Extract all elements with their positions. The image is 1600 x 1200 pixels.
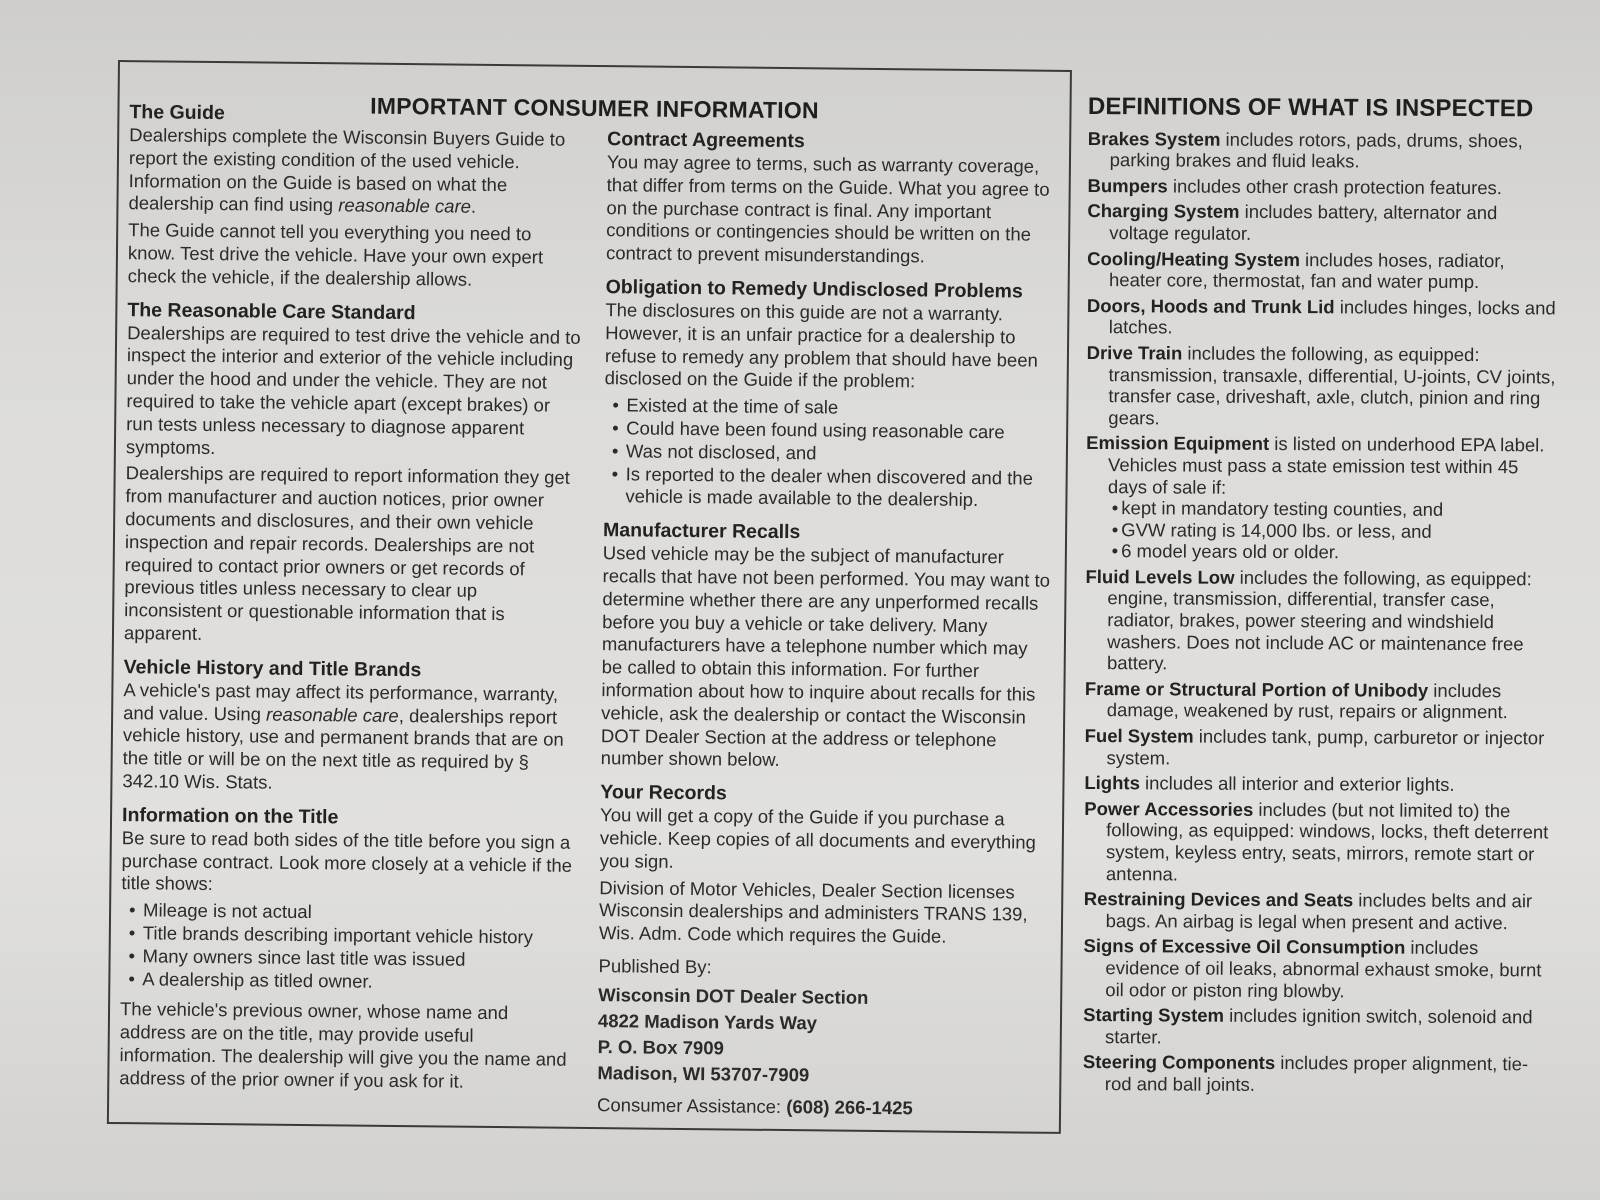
- definitions-column: [1082, 93, 1558, 1101]
- paragraph: The Guide cannot tell you everything you need to know. Test drive the vehicle. Have your own expert check the vehicle, if the dealership allows.: [127, 219, 544, 290]
- definition-item: Steering Components includes proper alignment, tie-rod and ball joints.: [1082, 1051, 1529, 1095]
- publisher-po-box: P. O. Box 7909: [597, 1035, 724, 1059]
- section-vehicle-history: [122, 655, 578, 798]
- definition-item: Cooling/Heating System includes hoses, radiator, heater core, thermostat, fan and water pump.: [1087, 247, 1505, 293]
- section-contract: [606, 127, 1055, 270]
- list-item: • 6 model years old or older.: [1112, 540, 1556, 564]
- section-heading: The Reasonable Care Standard: [127, 298, 416, 324]
- definition-item: Fluid Levels Low includes the following, as equipped: engine, transmission, differential, transfer case, radiator, brakes, power steering and windshield washers. Does not include AC or maintenance free battery.: [1085, 565, 1532, 674]
- section-reasonable-care: [124, 298, 583, 650]
- section-heading: The Guide: [129, 101, 225, 125]
- bullet-list: [603, 394, 1052, 513]
- paragraph: Used vehicle may be the subject of manufacturer recalls that have not been performed. You may want to determine whether there are any unperformed recalls before you buy a vehicle or take delivery. Many manufacturers have a telephone number which may be called to obtain this information. For further information about how to inquire about recalls for this vehicle, ask the dealership or contact the Wisconsin DOT Dealer Section at the address or telephone number shown below.: [600, 542, 1051, 771]
- section-title-info: [119, 803, 577, 1095]
- list-item: • Title brands describing important vehicle history: [143, 922, 576, 949]
- middle-column: [597, 127, 1055, 1131]
- section-guide: [128, 100, 585, 292]
- list-item: • Is reported to the dealer when discovered and the vehicle is made available to the dealership.: [625, 463, 1051, 513]
- definition-item: Emission Equipment is listed on underhood EPA label. Vehicles must pass a state emission test within 45 days of sale if: • kept in mandatory testing counties, and • GVW rating is 14,000 lbs. or less, and • 6 model years old or older.: [1086, 432, 1557, 564]
- section-records: [599, 780, 1049, 949]
- section-heading: Your Records: [600, 781, 727, 805]
- definition-item: Charging System includes battery, alternator and voltage regulator.: [1087, 200, 1498, 244]
- consumer-assistance-phone: (608) 266-1425: [786, 1095, 913, 1119]
- section-obligation: [603, 275, 1053, 513]
- definition-item: Bumpers includes other crash protection features.: [1087, 174, 1503, 198]
- paragraph: You may agree to terms, such as warranty coverage, that differ from terms on the Guide. What you agree to on the purchase contract is final. Any important conditions or contingencies should be written on the contract to prevent misunderstandings.: [605, 151, 1050, 267]
- definition-item: Signs of Excessive Oil Consumption includes evidence of oil leaks, abnormal exhaust smoke, burnt oil odor or piston ring blowby.: [1083, 935, 1542, 1001]
- section-heading: Manufacturer Recalls: [602, 519, 801, 544]
- definition-item: Doors, Hoods and Trunk Lid includes hinges, locks and latches.: [1086, 294, 1556, 338]
- publisher-street: 4822 Madison Yards Way: [597, 1009, 818, 1034]
- section-heading: Contract Agreements: [607, 128, 805, 153]
- list-item: • GVW rating is 14,000 lbs. or less, and: [1112, 519, 1556, 543]
- list-item: • Could have been found using reasonable care: [626, 417, 1052, 444]
- list-item: • A dealership as titled owner.: [142, 968, 575, 995]
- definition-item: Frame or Structural Portion of Unibody includes damage, weakened by rust, repairs or alignment.: [1084, 677, 1508, 723]
- definition-item: Restraining Devices and Seats includes belts and air bags. An airbag is legal when present and active.: [1083, 888, 1533, 933]
- paragraph: Be sure to read both sides of the title before you sign a purchase contract. Look more closely at a vehicle if the title shows:: [121, 826, 573, 895]
- list-item: • Many owners since last title was issued: [142, 945, 575, 972]
- left-column: [119, 100, 584, 1104]
- definition-item: Power Accessories includes (but not limited to) the following, as equipped: windows, locks, theft deterrent system, keyless entry, seats, mirrors, remote start or antenna.: [1084, 797, 1549, 885]
- list-item: • Existed at the time of sale: [626, 395, 1052, 422]
- publisher-name: Wisconsin DOT Dealer Section: [598, 983, 869, 1008]
- paragraph: Dealerships complete the Wisconsin Buyers Guide to report the existing condition of the used vehicle. Information on the Guide is based on what the dealership can find using reasonable care.: [128, 124, 566, 218]
- list-item: • Was not disclosed, and: [626, 440, 1052, 467]
- section-heading: Vehicle History and Title Brands: [123, 655, 422, 681]
- publisher-city: Madison, WI 53707-7909: [597, 1061, 810, 1085]
- paragraph: A vehicle's past may affect its performance, warranty, and value. Using reasonable care, dealerships report vehicle history, use and permanent brands that are on the title or will be on the next title as required by § 342.10 Wis. Stats.: [122, 678, 564, 793]
- bullet-list: [120, 899, 576, 995]
- consumer-assistance: Consumer Assistance: (608) 266-1425: [596, 1093, 913, 1119]
- section-recalls: [601, 518, 1052, 775]
- bullet-list: [1108, 497, 1556, 564]
- section-heading: Information on the Title: [121, 803, 339, 829]
- list-item: • kept in mandatory testing counties, and: [1112, 497, 1556, 521]
- paragraph: Dealerships are required to test drive the vehicle and to inspect the interior and exterior of the vehicle including under the hood and under the vehicle. They are not required to take the vehicle apart (except brakes) or run tests unless necessary to diagnose apparent symptoms.: [125, 321, 581, 458]
- published-by-label: Published By:: [598, 954, 712, 978]
- definition-item: Brakes System includes rotors, pads, drums, shoes, parking brakes and fluid leaks.: [1087, 127, 1523, 172]
- list-item: • Mileage is not actual: [143, 899, 576, 926]
- definition-item: Lights includes all interior and exterior lights.: [1084, 772, 1455, 796]
- paragraph: The vehicle's previous owner, whose name and address are on the title, may provide useful information. The dealership will give you the name and address of the prior owner if you ask for it.: [119, 998, 567, 1092]
- definition-item: Drive Train includes the following, as equipped: transmission, transaxle, differential, U-joints, CV joints, transfer case, driveshaft, axle, clutch, pinion and ring gears.: [1086, 341, 1556, 429]
- definition-item: Starting System includes ignition switch, solenoid and starter.: [1083, 1004, 1533, 1048]
- consumer-info-box: [107, 60, 1072, 1134]
- paragraph: The disclosures on this guide are not a warranty. However, it is an unfair practice for a dealership to refuse to remedy any problem that should have been disclosed on the Guide if the problem:: [604, 299, 1038, 392]
- published-by-block: [597, 955, 1047, 1121]
- section-heading: Obligation to Remedy Undisclosed Problems: [605, 276, 1023, 303]
- paragraph: Division of Motor Vehicles, Dealer Section licenses Wisconsin dealerships and administers TRANS 139, Wis. Adm. Code which requires the Guide.: [598, 876, 1028, 947]
- paragraph: Dealerships are required to report information they get from manufacturer and auction notices, prior owner documents and disclosures, and their own vehicle inspection and repair records. Dealerships are not required to contact prior owners or get records of previous titles unless necessary to clear up inconsistent or questionable information that is apparent.: [123, 462, 571, 644]
- definition-item: Fuel System includes tank, pump, carburetor or injector system.: [1084, 725, 1545, 769]
- definitions-heading: DEFINITIONS OF WHAT IS INSPECTED: [1087, 93, 1534, 123]
- box-title: IMPORTANT CONSUMER INFORMATION: [370, 92, 819, 124]
- paragraph: You will get a copy of the Guide if you purchase a vehicle. Keep copies of all documents and everything you sign.: [599, 804, 1037, 872]
